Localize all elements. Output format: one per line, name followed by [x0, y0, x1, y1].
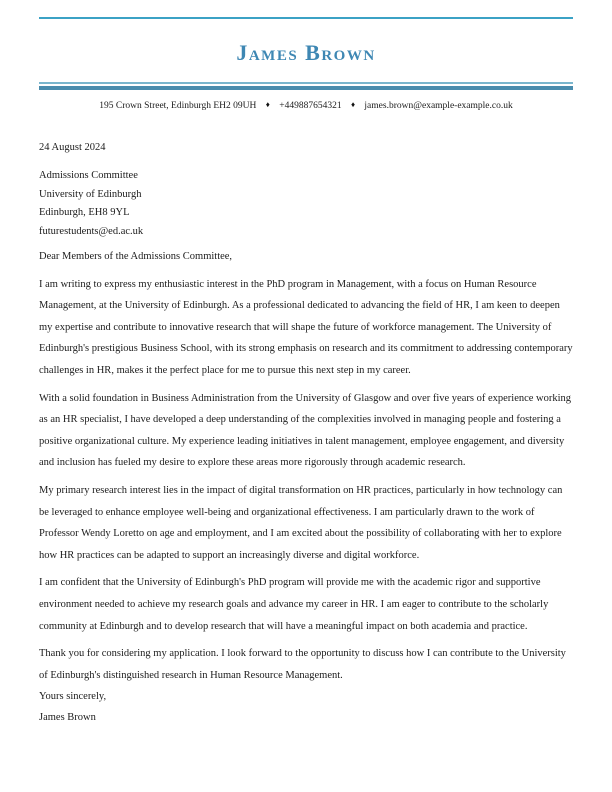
top-divider-rule [39, 17, 573, 19]
paragraph-thanks: Thank you for considering my application. I look forward to the opportunity to discuss how I can contribute to the University of Edinburgh's distinguished research in Human Resource Management. [39, 648, 566, 681]
page-title: James Brown [236, 40, 376, 65]
paragraph-research-interest: My primary research interest lies in the impact of digital transformation on HR practices, particularly in how technology can be leveraged to enhance employee well-being and organizational effectiveness. I am particularly drawn to the work of Professor Wendy Loretto on age and employment, and I am excited about the possibility of collaborating with her to explore how HR practices can be adapted to support an increasingly diverse and digital workforce. [39, 484, 563, 561]
contact-address: 195 Crown Street, Edinburgh EH2 09UH [99, 101, 257, 111]
closing-phrase: Yours sincerely, [39, 691, 107, 703]
recipient-city-postcode: Edinburgh, EH8 9YL [39, 207, 130, 218]
header-divider-rule [39, 82, 573, 90]
diamond-separator-icon: ♦ [350, 100, 356, 109]
header-divider-thick-line [39, 86, 573, 90]
contact-email: james.brown@example-example.co.uk [364, 101, 513, 111]
recipient-institution: University of Edinburgh [39, 188, 142, 200]
paragraph-background: With a solid foundation in Business Administration from the University of Glasgow and over five years of experience working as an HR specialist, I have developed a deep understanding of the complexities involved in managing people and fostering a positive organizational culture. My experience leading initiatives in talent management, employee engagement, and diversity and inclusion has fueled my desire to explore these areas more rigorously through academic research. [39, 392, 572, 469]
paragraph-introduction: I am writing to express my enthusiastic interest in the PhD program in Management, with a focus on Human Resource Management, at the University of Edinburgh. As a professional dedicated to advancing the field of HR, I am keen to deepen my expertise and contribute to innovative research that will shape the future of workforce management. The University of Edinburgh's prestigious Business School, with its strong emphasis on research and its commitment to addressing contemporary challenges in HR, makes it the perfect place for me to pursue this next step in my career. [39, 278, 573, 376]
paragraph-fit: I am confident that the University of Edinburgh's PhD program will provide me with the academic rigor and supportive environment needed to achieve my research goals and advance my career in HR. I am eager to contribute to the scholarly community at Edinburgh and to develop research that will have a meaningful impact on both academia and practice. [39, 577, 549, 632]
contact-phone: +449887654321 [279, 101, 342, 111]
diamond-separator-icon: ♦ [265, 100, 270, 109]
contact-line [39, 98, 573, 113]
header-divider-thin-line [39, 82, 573, 84]
letter-date: 24 August 2024 [39, 142, 106, 153]
recipient-email: futurestudents@ed.ac.uk [39, 225, 144, 237]
recipient-block [39, 167, 573, 241]
signature-name: James Brown [39, 711, 96, 723]
salutation: Dear Members of the Admissions Committee, [39, 251, 233, 262]
recipient-organization: Admissions Committee [39, 170, 138, 181]
